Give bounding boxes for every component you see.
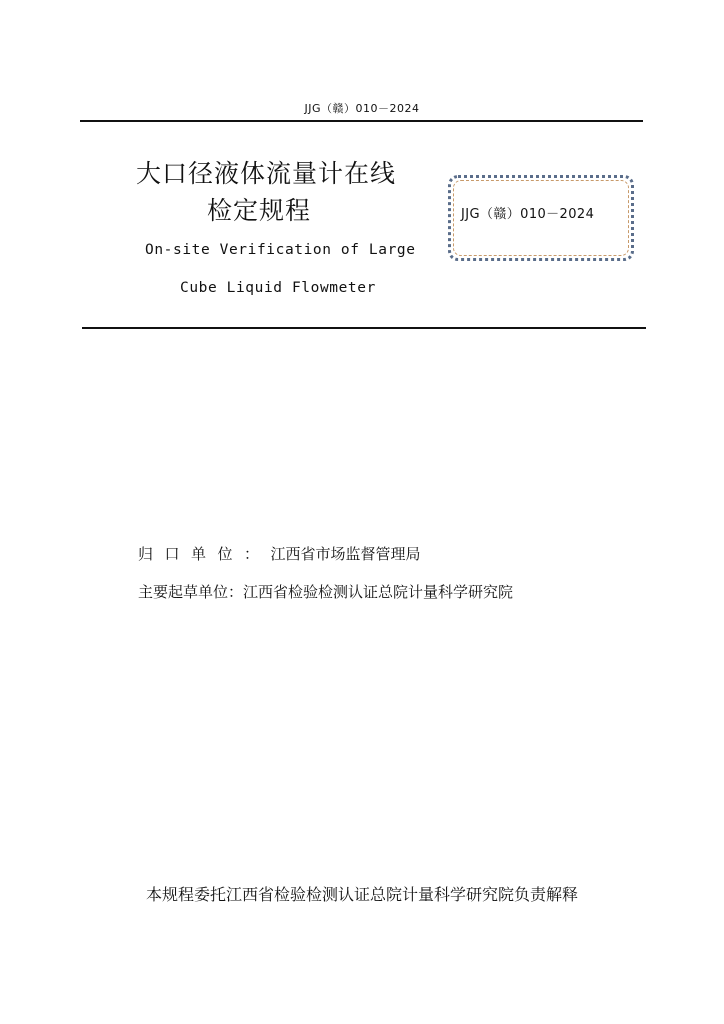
drafter-value: 江西省检验检测认证总院计量科学研究院 — [243, 583, 514, 601]
title-en-line1: On-site Verification of Large — [145, 242, 416, 258]
title-en-line2: Cube Liquid Flowmeter — [180, 280, 376, 296]
bottom-rule — [82, 327, 646, 329]
drafter-row — [138, 582, 513, 602]
authority-row — [138, 544, 421, 564]
standard-code-box — [448, 175, 634, 261]
top-rule — [80, 120, 643, 122]
authority-value: 江西省市场监督管理局 — [270, 545, 421, 563]
footer-note: 本规程委托江西省检验检测认证总院计量科学研究院负责解释 — [145, 885, 578, 904]
title-zh-line1: 大口径液体流量计在线 — [136, 159, 397, 188]
title-zh-line2: 检定规程 — [207, 196, 312, 225]
authority-label: 归口单位： — [138, 545, 271, 563]
drafter-label: 主要起草单位： — [138, 583, 244, 601]
header-standard-code: JJG（赣）010－2024 — [304, 102, 420, 115]
code-box-text: JJG（赣）010－2024 — [461, 207, 595, 222]
